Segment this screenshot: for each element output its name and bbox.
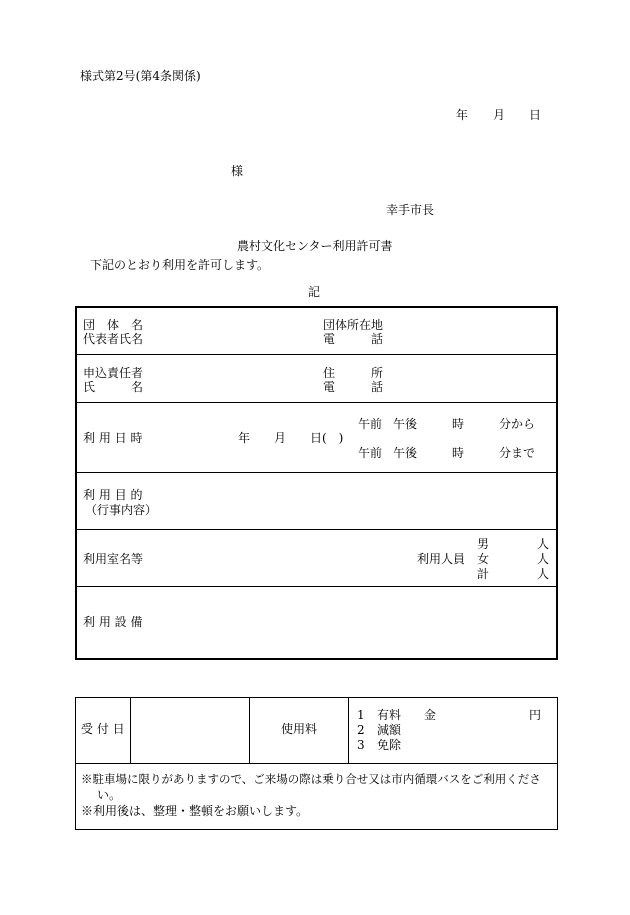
total-label: 計 [477,567,490,581]
users-label: 利用人員 [417,552,466,566]
room-label: 利用室名等 [83,552,144,566]
row-divider [76,354,557,355]
purpose-label: 利 用 目 的 [83,488,143,502]
col-divider [130,698,131,763]
dt-month: 月 [274,431,287,445]
male-label: 男 [477,537,490,551]
option-3-text: 免除 [377,738,402,752]
hour-label: 時 [452,417,465,431]
row-divider [76,529,557,530]
phone-label: 電 話 [323,380,384,394]
addressee-suffix: 様 [231,164,244,178]
option-1-kin: 金 [424,708,437,722]
col-divider [348,698,349,763]
page-title: 農村文化センター利用許可書 [237,239,393,253]
row-divider [76,763,557,764]
intro-text: 下記のとおり利用を許可します。 [90,258,270,272]
female-label: 女 [477,552,490,566]
applicant-name-label: 氏 名 [83,380,144,394]
row-divider [76,472,557,473]
phone-label: 電 話 [323,332,384,346]
col-divider [249,698,250,763]
option-3-number: 3 [357,738,365,752]
option-1-yen: 円 [529,708,542,722]
option-1-number: 1 [357,708,365,722]
option-2-text: 減額 [377,723,402,737]
main-table [75,306,558,660]
ki-label: 記 [308,285,321,299]
note-cleanup: ※利用後は、整理・整頓をお願いします。 [81,804,309,818]
form-number: 様式第2号(第4条関係) [80,69,201,83]
row-divider [76,586,557,587]
fee-label: 使用料 [281,722,318,736]
purpose-sub-label: （行事内容） [85,503,158,517]
am-label: 午前 [358,417,383,431]
issuer: 幸手市長 [386,203,435,217]
person-unit: 人 [537,537,550,551]
usage-datetime-label: 利 用 日 時 [83,431,143,445]
option-2-number: 2 [357,723,365,737]
date-day: 日 [529,108,542,122]
received-date-label: 受 付 日 [81,722,125,736]
am-label: 午前 [358,446,383,460]
dt-day: 日( ) [310,431,344,445]
note-parking: ※駐車場に限りがありますので、ご来場の際は乗り合せ又は市内循環バスをご利用くださ [81,772,541,786]
hour-label: 時 [452,446,465,460]
date-year: 年 [456,108,469,122]
applicant-label: 申込責任者 [83,366,144,380]
date-month: 月 [493,108,506,122]
option-1-text: 有料 [377,708,402,722]
group-name-label: 団 体 名 [83,318,144,332]
minute-from-label: 分から [499,417,536,431]
pm-label: 午後 [393,446,418,460]
person-unit: 人 [537,552,550,566]
note-parking-cont: い。 [97,788,122,802]
person-unit: 人 [537,567,550,581]
pm-label: 午後 [393,417,418,431]
group-address-label: 団体所在地 [323,318,384,332]
row-divider [76,402,557,403]
rep-name-label: 代表者氏名 [83,332,144,346]
address-label: 住 所 [323,366,384,380]
minute-to-label: 分まで [499,446,536,460]
equipment-label: 利 用 設 備 [83,615,143,629]
dt-year: 年 [238,431,251,445]
